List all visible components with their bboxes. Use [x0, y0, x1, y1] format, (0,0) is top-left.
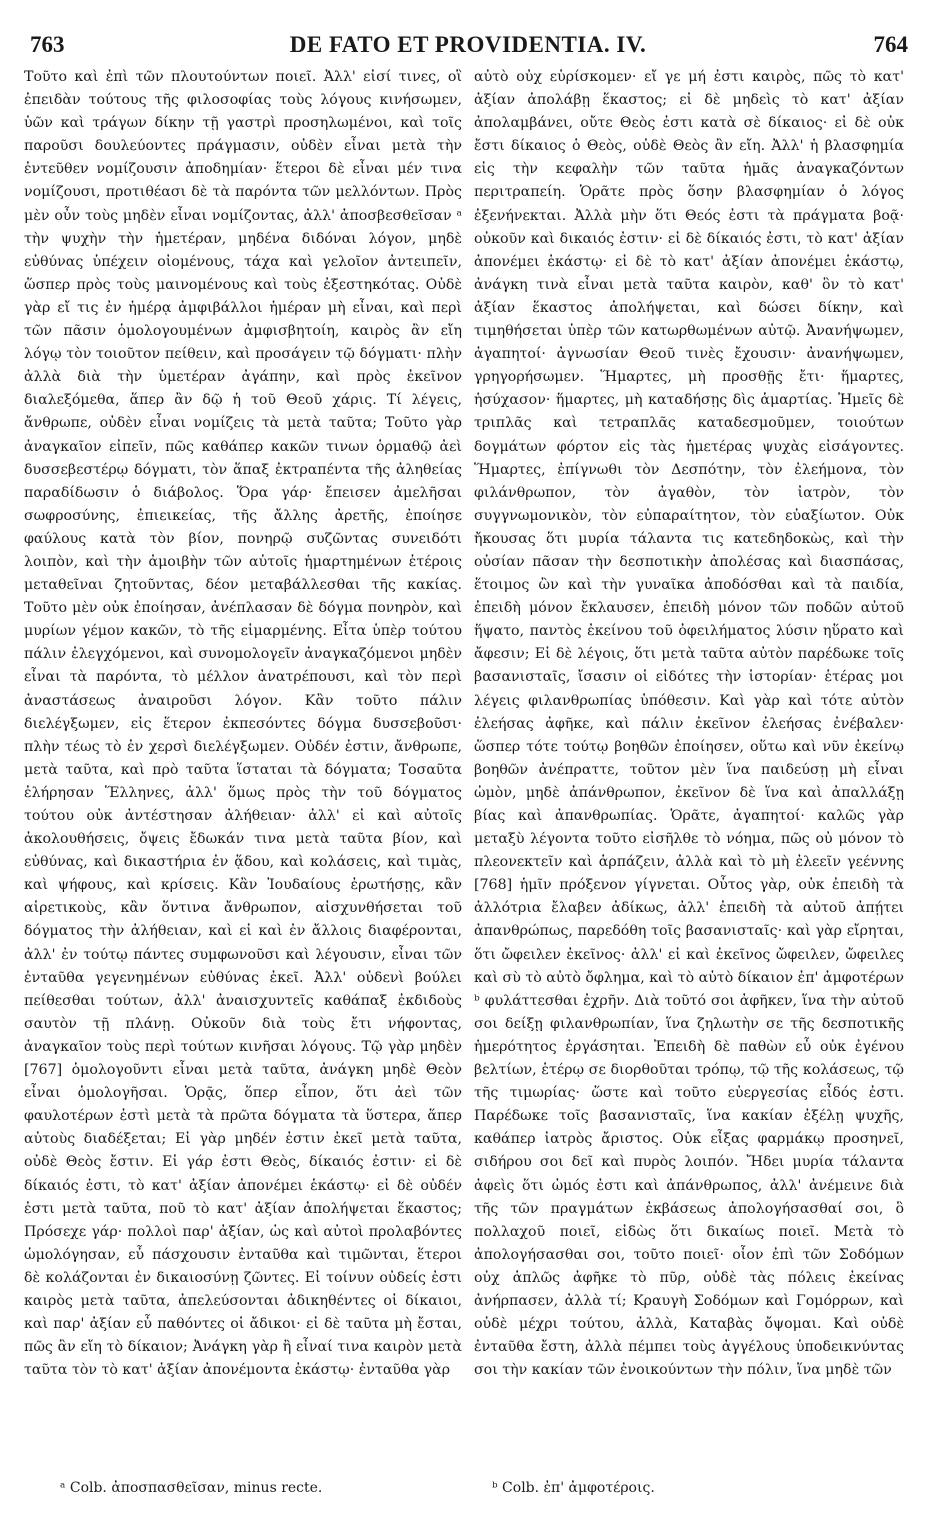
right-column [474, 66, 904, 1382]
page-header [24, 32, 912, 62]
left-column [24, 66, 462, 1382]
footnote-a: ᵃ Colb. ἀποσπασθεῖσαν, minus recte. [60, 1480, 323, 1496]
right-column-text: αὐτὸ οὐχ εὑρίσκομεν· εἴ γε μή ἐστι καιρὸς, πῶς τὸ κατ' ἀξίαν ἀπολάβῃ ἕκαστος; εἰ δὲ μηδεὶς τὸ κατ' ἀξίαν ἀπολαμβάνει, οὔτε Θεὸς ἐστι κατὰ σὲ δίκαιος· εἰ δὲ οὐκ ἔστι δίκαιος ὁ Θεὸς, οὐδὲ Θεὸς ἂν εἴη. Ἀλλ' ἡ βλασφημία εἰς τὴν κεφαλὴν τῶν ταῦτα ἡμᾶς ἀναγκαζόντων περιτραπείη. Ὁρᾶτε πρὸς ὅσην βλασφημίαν ὁ λόγος ἐξενήνεκται. Ἀλλὰ μὴν ὅτι Θεός ἐστι τὰ πράγματα βοᾷ· οὐκοῦν καὶ δικαιός ἐστιν· εἰ δὲ δίκαιός ἐστι, τὸ κατ' ἀξίαν ἀπονέμει ἑκάστῳ· εἰ δὲ τὸ κατ' ἀξίαν ἀπονέμει ἑκάστῳ, ἀνάγκη τινὰ εἶναι μετὰ ταῦτα καιρὸν, καθ' ὃν τὸ κατ' ἀξίαν ἕκαστος ἀπολήψεται, καὶ δώσει δίκην, καὶ τιμηθήσεται ὑπὲρ τῶν κατωρθωμένων αὐτῷ. Ἀνανήψωμεν, ἀγαπητοί· ἀγνωσίαν Θεοῦ τινὲς ἔχουσιν· ἀνανήψωμεν, γρηγορήσωμεν. Ἥμαρτες, μὴ προσθῇς ἔτι· ἥμαρτες, ἡσύχασον· ἥμαρτες, μὴ καταδήσῃς δὶς ἁμαρτίας. Ἡμεῖς δὲ τριπλᾶς καὶ τετραπλᾶς καταδεσμοῦμεν, τοιούτων δογμάτων φόρτον εἰς τὰς ἡμετέρας ψυχὰς εἰσάγοντες. Ἥμαρτες, ἐπίγνωθι τὸν Δεσπότην, τὸν ἐλεήμονα, τὸν φιλάνθρωπον, τὸν ἀγαθὸν, τὸν ἰατρὸν, τὸν συγγνωμονικὸν, τὸν εὐπαραίτητον, τὸν εὐαξίωτον. Οὐκ ἤκουσας ὅτι μυρία τάλαντα τις κατεδηδοκὼς, καὶ τὴν οὐσίαν πᾶσαν τὴν δεσποτικὴν ἀπολέσας καὶ διασπάσας, ἕτοιμος ὢν καὶ τὴν γυναῖκα ἀποδόσθαι καὶ τὰ παιδία, ἐπειδὴ μόνον ἔκλαυσεν, ἐπειδὴ μόνον τῶν ποδῶν αὐτοῦ ἥψατο, παντὸς ἐκείνου τοῦ ὀφειλήματος λύσιν ηὕρατο καὶ ἄφεσιν; Εἰ δὲ λέγοις, ὅτι μετὰ ταῦτα αὐτὸν παρέδωκε τοῖς βασανισταῖς, ἴσασιν οἱ εἰδότες τὴν ἱστορίαν· ἑτέρας μοι λέγεις φιλανθρωπίας ὑπόθεσιν. Καὶ γὰρ καὶ τότε αὐτὸν ἐλεήσας ἀφῆκε, καὶ πάλιν ἐκεῖνον ἐλεήσας ἐνέβαλεν· ὥσπερ τότε τούτῳ βοηθῶν ἐποίησεν, οὕτω καὶ νῦν ἐκείνῳ βοηθῶν ἀνέπραττε, τοῦτον μὲν ἵνα παιδεύσῃ μὴ εἶναι ὠμὸν, μηδὲ ἀπάνθρωπον, ἐκεῖνον δὲ ἵνα καὶ ἀπαλλάξῃ βίας καὶ ἀπανθρωπίας. Ὁρᾶτε, ἀγαπητοί· καλῶς γὰρ μεταξὺ λέγοντα τοῦτο εἰσῆλθε τὸ νόημα, πῶς οὐ μόνον τὸ πλεονεκτεῖν καὶ ἁρπάζειν, ἀλλὰ καὶ τὸ μὴ ἐλεεῖν γεέννης [768] ἡμῖν πρόξενον γίγνεται. Οὗτος γὰρ, οὐκ ἐπειδὴ τὰ ἀλλότρια ἔλαβεν ἀδίκως, ἀλλ' ἐπειδὴ τὰ αὐτοῦ ἀπῄτει ἀπανθρώπως, παρεδόθη τοῖς βασανισταῖς· καὶ γὰρ εἴρηται, ὅτι ὤφειλεν ἐκεῖνος· ἀλλ' εἰ καὶ ἐκεῖνος ὤφειλεν, ὤφειλες καὶ σὺ τὸ αὐτὸ ὄφλημα, καὶ τὸ αὐτὸ δίκαιον ἐπ' ἀμφοτέρων ᵇ φυλάττεσθαι ἐχρῆν. Διὰ τοῦτό σοι ἀφῆκεν, ἵνα τὴν αὐτοῦ σοι δείξῃ φιλανθρωπίαν, ἵνα ζηλωτὴν σε τῆς δεσποτικῆς ἡμερότητος ἐργάσηται. Ἐπειδὴ δὲ παθὼν εὖ οὐκ ἐγένου βελτίων, ἑτέρῳ σε διορθοῦται τρόπῳ, τῷ τῆς κολάσεως, τῷ τῆς τιμωρίας· ὥστε καὶ τοῦτο εὐεργεσίας εἶδός ἐστι. Παρέδωκε τοῖς βασανισταῖς, ἵνα κακίαν ἐξέλῃ ψυχῆς, καθάπερ ἰατρὸς ἄριστος. Οὐκ εἶξας φαρμάκῳ προσηνεῖ, σιδήρου σοι δεῖ καὶ πυρὸς λοιπόν. Ἤδει μυρία τάλαντα ἀφεὶς ὅτι ὠμός ἐστι καὶ ἀπάνθρωπος, ἀλλ' ἀνέμεινε διὰ τῆς τῶν πραγμάτων ἐκβάσεως ἀπολογήσασθαί σοι, ὃ πολλαχοῦ ποιεῖ, εἰδὼς ὅτι δικαίως ποιεῖ. Μετὰ τὸ ἀπολογήσασθαι σοι, τοῦτο ποιεῖ· οἷον ἐπὶ τῶν Σοδόμων οὐχ ἁπλῶς ἀφῆκε τὸ πῦρ, οὐδὲ τὰς πόλεις ἐκείνας ἀνήρπασεν, ἀλλὰ τί; Κραυγὴ Σοδόμων καὶ Γομόρρων, καὶ οὐδὲ μέχρι τούτου, ἀλλὰ, Καταβὰς ὄψομαι. Καὶ οὐδὲ ἐνταῦθα ἔστη, ἀλλὰ πέμπει τοὺς ἀγγέλους ὑποδεικνύντας σοι τὴν κακίαν τῶν ἐνοικούντων τὴν πόλιν, ἵνα μηδὲ τῶν [474, 69, 904, 1379]
left-column-text: Τοῦτο καὶ ἐπὶ τῶν πλουτούντων ποιεῖ. Ἀλλ' εἰσί τινες, οἳ ἐπειδὰν τούτους τῆς φιλοσοφίας τοὺς λόγους κινήσωμεν, ὑῶν καὶ τράγων δίκην τῇ γαστρὶ προσηλωμένοι, καὶ τοῖς παροῦσι δουλεύοντες πράγμασιν, οὐδὲν εἶναι μετὰ τὴν ἐντεῦθεν νομίζουσιν ἀποδημίαν· ἕτεροι δὲ εἶναι μέν τινα νομίζουσι, προτιθέασι δὲ τὰ παρόντα τῶν μελλόντων. Πρὸς μὲν οὖν τοὺς μηδὲν εἶναι νομίζοντας, ἀλλ' ἀποσβεσθεῖσαν ᵃ τὴν ψυχὴν τὴν ἡμετέραν, μηδένα διδόναι λόγον, μηδὲ εὐθύνας ὑπέχειν οἰομένους, τάχα καὶ γελοῖον ἀντειπεῖν, ὥσπερ πρὸς τοὺς μαινομένους καὶ τοὺς ἐξεστηκότας. Οὐδὲ γὰρ εἴ τις ἐν ἡμέρᾳ ἀμφιβάλλοι ἡμέραν μὴ εἶναι, καὶ περὶ τῶν πᾶσιν ὁμολογουμένων ἀμφισβητοίη, καιρὸς ἂν εἴη λόγῳ τὸν τοιοῦτον πείθειν, καὶ προσάγειν τῷ δόγματι· πλὴν ἀλλὰ διὰ τὴν ὑμετέραν ἀγάπην, καὶ πρὸς ἐκεῖνον διαλεξόμεθα, ἅπερ ἂν δῷ ἡ τοῦ Θεοῦ χάρις. Τί λέγεις, ἄνθρωπε, οὐδὲν εἶναι νομίζεις τὰ μετὰ ταῦτα; Τοῦτο γὰρ ἀναγκαῖον εἰπεῖν, πῶς καθάπερ κακῶν τινων ὁρμαθῷ ἀεὶ δυσσεβεστέρῳ δόγματι, τὸν ἅπαξ ἐκτραπέντα τῆς ἀληθείας παραδίδωσιν ὁ διάβολος. Ὅρα γάρ· ἔπεισεν ἀμελῆσαι σωφροσύνης, ἐπιεικείας, τῆς ἄλλης ἀρετῆς, ἐποίησε φαύλους κατὰ τὸν βίον, πονηρῷ συζῶντας συνειδότι λοιπὸν, καὶ τὴν ἀμοιβὴν τῶν αὐτοῖς ἡμαρτημένων ἑτέροις μεταθεῖναι ζητοῦντας, δέον μεταβάλλεσθαι τῆς κακίας. Τοῦτο μὲν οὐκ ἐποίησαν, ἀνέπλασαν δὲ δόγμα πονηρὸν, καὶ μυρίων γέμον κακῶν, τὸ τῆς εἱμαρμένης. Εἶτα ὑπὲρ τούτου πάλιν ἐλεγχόμενοι, καὶ συνομολογεῖν ἀναγκαζόμενοι μηδὲν εἶναι τὰ παρόντα, τὸ μέλλον ἀνατρέπουσι, καὶ τὸν περὶ ἀναστάσεως ἀναιροῦσι λόγον. Κἂν τοῦτο πάλιν διελέγξωμεν, εἰς ἕτερον ἐκπεσόντες δόγμα δυσσεβοῦσι· πλὴν τέως τὸ ἐν χερσὶ διελέγξωμεν. Οὐδέν ἐστιν, ἄνθρωπε, μετὰ ταῦτα, καὶ πρὸ ταῦτα ἵσταται τὰ δόγματα; Τοσαῦτα ἐλήρησαν Ἕλληνες, ἀλλ' ὅμως πρὸς τὴν τοῦ δόγματος τούτου οὐκ ἀντέστησαν ἀλήθειαν· ἀλλ' εἰ καὶ αὐτοῖς ἀκολουθήσεις, ὄψεις ἔδωκάν τινα μετὰ ταῦτα βίον, καὶ εὐθύνας, καὶ δικαστήρια ἐν ᾅδου, καὶ κολάσεις, καὶ τιμὰς, καὶ ψήφους, καὶ κρίσεις. Κἂν Ἰουδαίους ἐρωτήσῃς, κἂν αἱρετικοὺς, κἂν ὅντινα ἄνθρωπον, αἰσχυνθήσεται τοῦ δόγματος τὴν ἀλήθειαν, καὶ εἰ καὶ ἐν ἄλλοις διαφέρονται, ἀλλ' ἐν τούτῳ πάντες συμφωνοῦσι καὶ λέγουσιν, εἶναι τῶν ἐνταῦθα γεγενημένων εὐθύνας ἐκεῖ. Ἀλλ' οὐδενὶ βούλει πείθεσθαι τούτων, ἀλλ' ἀναισχυντεῖς καθάπαξ ἐκδιδοὺς σαυτὸν τῇ πλάνῃ. Οὐκοῦν διὰ τοὺς ἔτι νήφοντας, ἀναγκαῖον τοὺς περὶ τούτων κινῆσαι λόγους. Τῷ γὰρ μηδὲν [767] ὁμολογοῦντι εἶναι μετὰ ταῦτα, ἀνάγκη μηδὲ Θεὸν εἶναι ὁμολογῆσαι. Ὁρᾷς, ὅπερ εἶπον, ὅτι ἀεὶ τῶν φαυλοτέρων ἐστὶ μετὰ τὰ πρῶτα δόγματα τὰ ὕστερα, ἅπερ αὐτοὺς διαδέξεται; Εἰ γὰρ μηδέν ἐστιν ἐκεῖ μετὰ ταῦτα, οὐδὲ Θεὸς ἔστιν. Εἰ γάρ ἐστι Θεὸς, δίκαιός ἐστιν· εἰ δὲ δίκαιός ἐστι, τὸ κατ' ἀξίαν ἀπονέμει ἑκάστῳ· εἰ δὲ οὐδέν ἐστι μετὰ ταῦτα, ποῦ τὸ κατ' ἀξίαν ἀπολήψεται ἕκαστος; Πρόσεχε γάρ· πολλοὶ παρ' ἀξίαν, ὡς καὶ αὐτοὶ προλαβόντες ὡμολόγησαν, εὖ πάσχουσιν ἐνταῦθα καὶ τιμῶνται, ἕτεροι δὲ κολάζονται ἐν δικαιοσύνῃ ζῶντες. Εἰ τοίνυν οὐδείς ἐστι καιρὸς μετὰ ταῦτα, ἀπελεύσονται ἀδικηθέντες οἱ δίκαιοι, καὶ παρ' ἀξίαν εὖ παθόντες οἱ ἄδικοι· εἰ δὲ ταῦτα μὴ ἔσται, πῶς ἂν εἴη τὸ δίκαιον; Ἀνάγκη γὰρ ἢ εἶναί τινα καιρὸν μετὰ ταῦτα τὸν τὸ κατ' ἀξίαν ἀπονέμοντα ἑκάστῳ· ἐνταῦθα γὰρ [24, 69, 462, 1379]
footnote-b: ᵇ Colb. ἐπ' ἀμφοτέροις. [492, 1480, 655, 1496]
running-title: DE FATO ET PROVIDENTIA. IV. [289, 32, 647, 57]
page-number-right: 764 [873, 32, 908, 57]
page-number-left: 763 [30, 32, 65, 57]
